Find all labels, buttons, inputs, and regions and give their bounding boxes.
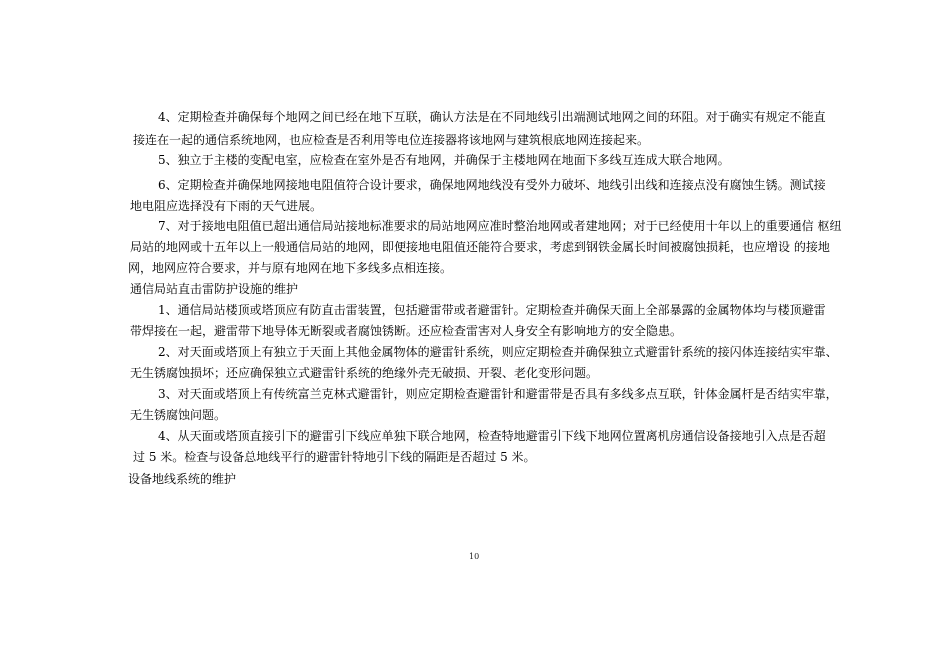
page-number: 10 bbox=[469, 552, 480, 561]
text-line: 带焊接在一起，避雷带下地导体无断裂或者腐蚀锈断。还应检查雷害对人身安全有影响地方的安全隐患。 bbox=[130, 324, 683, 338]
text-line: 过 5 米。检查与设备总地线平行的避雷针特地引下线的隔距是否超过 5 米。 bbox=[133, 450, 536, 464]
text-line: 7、对于接地电阻值已超出通信局站接地标准要求的局站地网应准时整治地网或者建地网；对于已经使用十年以上的重要通信 枢纽 bbox=[158, 219, 842, 233]
text-line: 3、对天面或塔顶上有传统富兰克林式避雷针，则应定期检查避雷针和避雷带是否具有多线多点互联，针体金属杆是否结实牢靠， bbox=[158, 387, 838, 401]
text-line: 接连在一起的通信系统地网，也应检查是否利用等电位连接器将该地网与建筑根底地网连接起来。 bbox=[133, 133, 650, 147]
text-line: 2、对天面或塔顶上有独立于天面上其他金属物体的避雷针系统，则应定期检查并确保独立式避雷针系统的接闪体连接结实牢靠、 bbox=[158, 345, 838, 359]
text-line: 4、从天面或塔顶直接引下的避雷引下线应单独下联合地网，检查特地避雷引下线下地网位置离机房通信设备接地引入点是否超 bbox=[158, 429, 826, 443]
text-line: 地电阻应选择没有下雨的天气进展。 bbox=[130, 199, 323, 213]
text-line: 无生锈腐蚀损坏；还应确保独立式避雷针系统的绝缘外壳无破损、开裂、老化变形问题。 bbox=[130, 366, 599, 380]
text-line: 4、定期检查并确保每个地网之间已经在地下互联，确认方法是在不同地线引出端测试地网之间的环阻。对于确实有规定不能直 bbox=[158, 110, 826, 124]
text-line: 网，地网应符合要求，并与原有地网在地下多线多点相连接。 bbox=[128, 261, 453, 275]
text-line: 局站的地网或十五年以上一般通信局站的地网，即便接地电阻值还能符合要求，考虑到钢铁金属长时间被腐蚀损耗，也应增设 的接地 bbox=[130, 240, 830, 254]
section-heading: 通信局站直击雷防护设施的维护 bbox=[130, 282, 299, 296]
text-line: 无生锈腐蚀问题。 bbox=[130, 408, 227, 422]
section-heading: 设备地线系统的维护 bbox=[128, 472, 237, 486]
text-line: 6、定期检查并确保地网接地电阻值符合设计要求，确保地网地线没有受外力破坏、地线引出线和连接点没有腐蚀生锈。测试接 bbox=[158, 178, 826, 192]
text-line: 5、独立于主楼的变配电室，应检查在室外是否有地网，并确保于主楼地网在地面下多线互连成大联合地网。 bbox=[158, 153, 730, 167]
text-line: 1、通信局站楼顶或塔顶应有防直击雷装置，包括避雷带或者避雷针。定期检查并确保天面上全部暴露的金属物体均与楼顶避雷 bbox=[158, 303, 826, 317]
